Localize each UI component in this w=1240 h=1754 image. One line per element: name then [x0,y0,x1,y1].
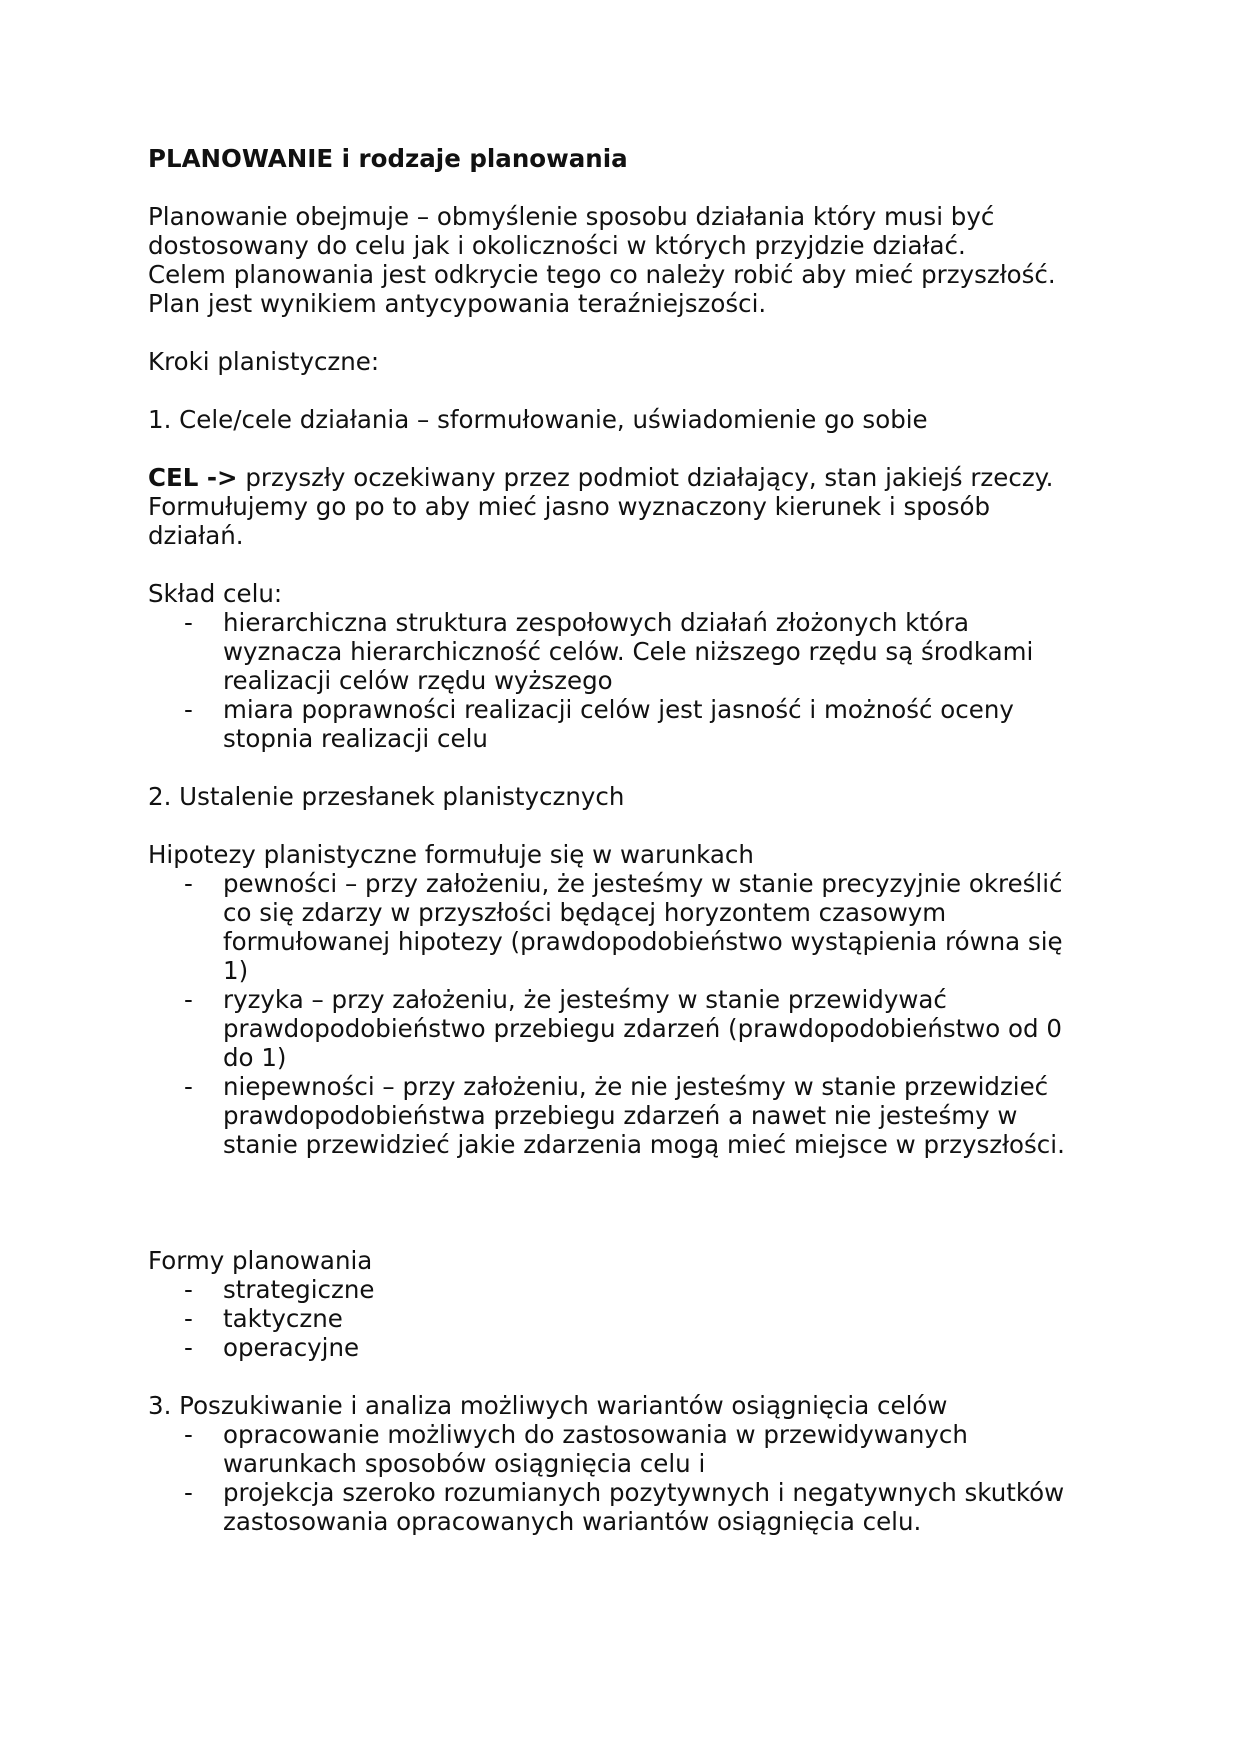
hipotezy-list [148,869,1108,1159]
list-item-line: warunkach sposobów osiągnięcia celu i [223,1449,706,1478]
cel-line [148,463,1108,492]
document-page [148,144,1108,1536]
list-item-line: stopnia realizacji celu [223,724,488,753]
dash-bullet: - [184,869,193,898]
list-item [148,695,1108,753]
cel-line: działań. [148,521,244,550]
list-item [148,1333,1108,1362]
steps-heading: Kroki planistyczne: [148,347,380,376]
list-item-line: opracowanie możliwych do zastosowania w przewidywanych [223,1420,968,1449]
step-3-heading: 3. Poszukiwanie i analiza możliwych wariantów osiągnięcia celów [148,1391,948,1420]
intro-line: Plan jest wynikiem antycypowania teraźniejszości. [148,289,767,318]
step-1-heading: 1. Cele/cele działania – sformułowanie, uświadomienie go sobie [148,405,928,434]
dash-bullet: - [184,1275,193,1304]
list-item-line: zastosowania opracowanych wariantów osiągnięcia celu. [223,1507,922,1536]
list-item-line: wyznacza hierarchiczność celów. Cele niższego rzędu są środkami [223,637,1034,666]
formy-list [148,1275,1108,1362]
list-item [148,869,1108,985]
cel-label: CEL -> [148,463,238,492]
list-item-line: prawdopodobieństwa przebiegu zdarzeń a nawet nie jesteśmy w [223,1101,1018,1130]
dash-bullet: - [184,608,193,637]
dash-bullet: - [184,985,193,1014]
step-2-heading: 2. Ustalenie przesłanek planistycznych [148,782,625,811]
intro-paragraph [148,202,1108,318]
intro-line: Planowanie obejmuje – obmyślenie sposobu działania który musi być [148,202,995,231]
list-item [148,608,1108,695]
list-item-line: niepewności – przy założeniu, że nie jesteśmy w stanie przewidzieć [223,1072,1049,1101]
list-item [148,985,1108,1072]
dash-bullet: - [184,1478,193,1507]
list-item-line: ryzyka – przy założeniu, że jesteśmy w stanie przewidywać [223,985,947,1014]
list-item-line: operacyjne [223,1333,360,1362]
list-item-line: miara poprawności realizacji celów jest jasność i możność oceny [223,695,1014,724]
list-item-line: prawdopodobieństwo przebiegu zdarzeń (prawdopodobieństwo od 0 [223,1014,1062,1043]
list-item-line: pewności – przy założeniu, że jesteśmy w stanie precyzyjnie określić [223,869,1063,898]
list-item [148,1275,1108,1304]
list-item [148,1072,1108,1159]
cel-line: Formułujemy go po to aby mieć jasno wyznaczony kierunek i sposób [148,492,991,521]
cel-text: przyszły oczekiwany przez podmiot działający, stan jakiejś rzeczy. [237,463,1054,492]
document-title: PLANOWANIE i rodzaje planowania [148,144,628,173]
list-item-line: co się zdarzy w przyszłości będącej horyzontem czasowym [223,898,947,927]
dash-bullet: - [184,1420,193,1449]
list-item-line: strategiczne [223,1275,375,1304]
step-3-list [148,1420,1108,1536]
intro-line: dostosowany do celu jak i okoliczności w których przyjdzie działać. [148,231,966,260]
dash-bullet: - [184,1333,193,1362]
list-item [148,1420,1108,1478]
list-item-line: formułowanej hipotezy (prawdopodobieństwo wystąpienia równa się [223,927,1063,956]
list-item-line: realizacji celów rzędu wyższego [223,666,613,695]
dash-bullet: - [184,1304,193,1333]
intro-line: Celem planowania jest odkrycie tego co należy robić aby mieć przyszłość. [148,260,1056,289]
dash-bullet: - [184,695,193,724]
hipotezy-heading: Hipotezy planistyczne formułuje się w warunkach [148,840,754,869]
list-item-line: taktyczne [223,1304,343,1333]
cel-definition [148,463,1108,550]
list-item-line: hierarchiczna struktura zespołowych działań złożonych która [223,608,970,637]
list-item-line: projekcja szeroko rozumianych pozytywnych i negatywnych skutków [223,1478,1065,1507]
list-item [148,1304,1108,1333]
dash-bullet: - [184,1072,193,1101]
list-item [148,1478,1108,1536]
sklad-heading: Skład celu: [148,579,283,608]
list-item-line: do 1) [223,1043,287,1072]
list-item-line: stanie przewidzieć jakie zdarzenia mogą mieć miejsce w przyszłości. [223,1130,1065,1159]
sklad-list [148,608,1108,753]
list-item-line: 1) [223,956,249,985]
formy-heading: Formy planowania [148,1246,373,1275]
